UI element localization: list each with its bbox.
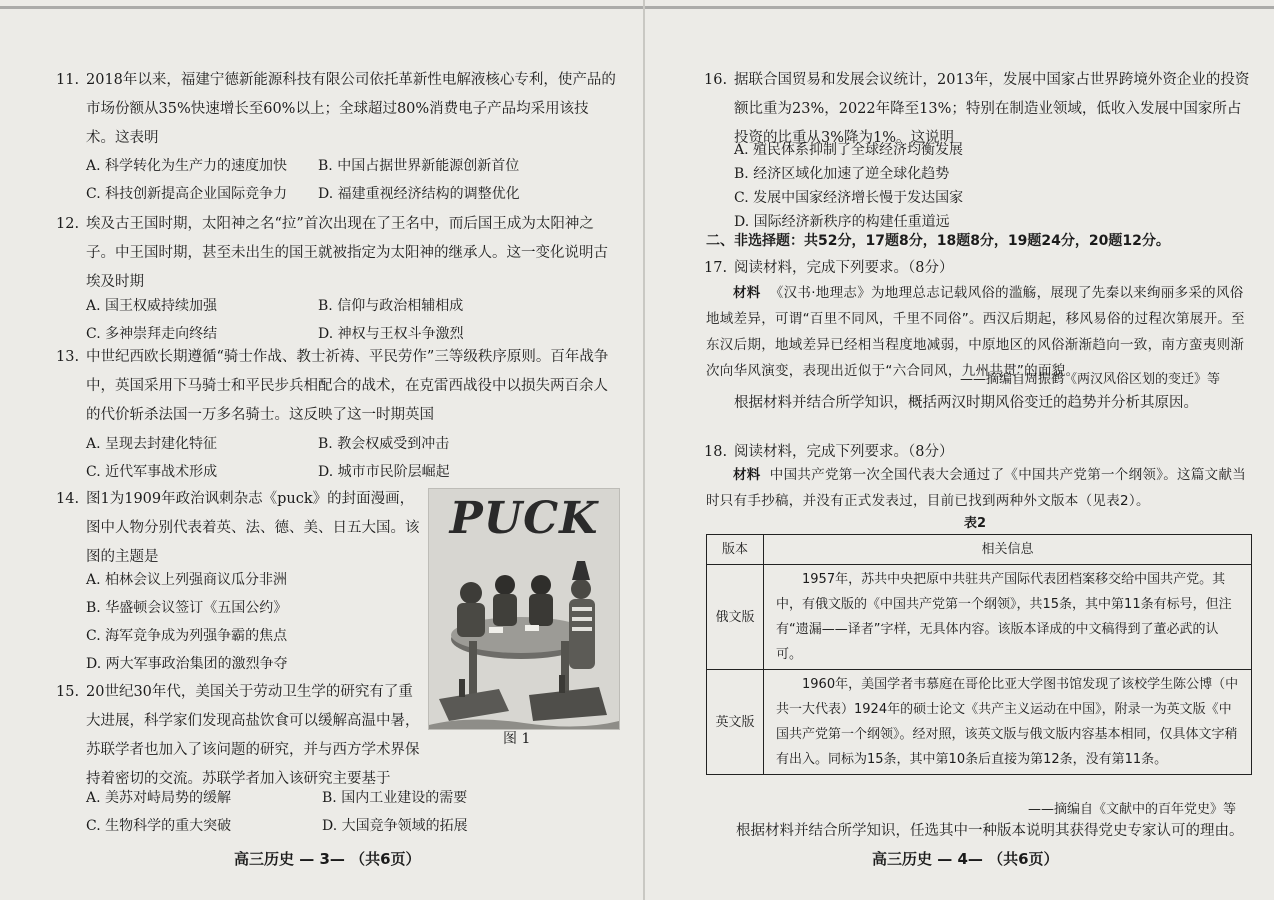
- table-header-version: 版本: [707, 535, 764, 565]
- page-footer: 高三历史 — 4— （共6页）: [872, 850, 1059, 868]
- option-a: A. 柏林会议上列强商议瓜分非洲: [86, 572, 288, 588]
- option-b: B. 经济区域化加速了逆全球化趋势: [734, 166, 950, 182]
- question-prompt: 根据材料并结合所学知识，任选其中一种版本说明其获得党史专家认可的理由。: [736, 823, 1244, 839]
- figure-caption: 图 1: [503, 731, 531, 747]
- option-d: D. 神权与王权斗争激烈: [318, 326, 464, 342]
- section-heading: 二、非选择题：共52分，17题8分，18题8分，19题24分，20题12分。: [706, 233, 1170, 249]
- option-d: D. 福建重视经济结构的调整优化: [318, 186, 520, 202]
- question-14: [56, 485, 420, 572]
- question-number: 15.: [56, 684, 80, 700]
- table-header-row: [707, 535, 1252, 565]
- option-b: B. 信仰与政治相辅相成: [318, 298, 464, 314]
- table-cell-info: 1960年，美国学者韦慕庭在哥伦比亚大学图书馆发现了该校学生陈公博（中共一大代表）1924年的硕士论文《共产主义运动在中国》，附录一为英文版《中国共产党第一个纲领》。经对照，该英文版与俄文版内容基本相同，仅具体文字稍有出入。同标为15条，其中第10条后直接为第12条，没有第11条。: [764, 670, 1252, 775]
- option-c: C. 生物科学的重大突破: [86, 818, 232, 834]
- option-b: B. 华盛顿会议签订《五国公约》: [86, 600, 288, 616]
- question-number: 17.: [704, 260, 728, 276]
- table-title: 表2: [964, 516, 987, 531]
- option-c: C. 多神崇拜走向终结: [86, 326, 218, 342]
- option-b: B. 教会权威受到冲击: [318, 436, 450, 452]
- material-18: [706, 462, 1256, 514]
- option-a: A. 国王权威持续加强: [86, 298, 218, 314]
- option-d: D. 城市市民阶层崛起: [318, 464, 450, 480]
- question-11: [56, 66, 616, 153]
- question-stem: 20世纪30年代，美国关于劳动卫生学的研究有了重大进展，科学家们发现高盐饮食可以缓解高温中暑，苏联学者也加入了该问题的研究，并与西方学术界保持着密切的交流。苏联学者加入该研究主要基于: [86, 684, 420, 787]
- option-c: C. 科技创新提高企业国际竞争力: [86, 186, 288, 202]
- option-a: A. 呈现去封建化特征: [86, 436, 218, 452]
- table-cell-info: 1957年，苏共中央把原中共驻共产国际代表团档案移交给中国共产党。其中，有俄文版的《中国共产党第一个纲领》，共15条，其中第11条有标号，但注有“遗漏——译者”字样，无具体内容。该版本译成的中文稿得到了董必武的认可。: [764, 565, 1252, 670]
- option-a: A. 科学转化为生产力的速度加快: [86, 158, 288, 174]
- material-source: ——摘编自周振鹤《两汉风俗区划的变迁》等: [960, 372, 1221, 387]
- page-4: [648, 0, 1274, 900]
- page-fold: [643, 0, 645, 900]
- cartoon-drawing-icon: [429, 489, 619, 729]
- question-stem: 据联合国贸易和发展会议统计，2013年，发展中国家占世界跨境外资企业的投资额比重为23%，2022年降至13%；特别在制造业领域，低收入发展中国家所占投资的比重从3%降为1%。这说明: [734, 72, 1250, 146]
- material-label: 材料: [733, 285, 761, 301]
- question-prompt: 根据材料并结合所学知识，概括两汉时期风俗变迁的趋势并分析其原因。: [734, 395, 1198, 411]
- page-footer: 高三历史 — 3— （共6页）: [234, 850, 421, 868]
- question-stem: 2018年以来，福建宁德新能源科技有限公司依托革新性电解液核心专利，使产品的市场份额从35%快速增长至60%以上；全球超过80%消费电子产品均采用该技术。这表明: [86, 72, 616, 146]
- question-number: 16.: [704, 72, 728, 88]
- option-a: A. 殖民体系抑制了全球经济均衡发展: [734, 142, 964, 158]
- material-label: 材料: [733, 467, 761, 483]
- puck-cover-illustration: [428, 488, 620, 730]
- question-number: 14.: [56, 491, 80, 507]
- puck-masthead: PUCK: [449, 493, 599, 544]
- question-stem: 阅读材料，完成下列要求。（8分）: [734, 444, 954, 460]
- question-stem: 埃及古王国时期，太阳神之名“拉”首次出现在了王名中，而后国王成为太阳神之子。中王国时期，甚至未出生的国王就被指定为太阳神的继承人。这一变化说明古埃及时期: [86, 216, 608, 290]
- table-header-info: 相关信息: [764, 535, 1252, 565]
- versions-table: [706, 534, 1252, 775]
- material-text: 《汉书·地理志》为地理总志记载风俗的滥觞，展现了先秦以来绚丽多采的风俗地域差异，可谓“百里不同风，千里不同俗”。西汉后期起，移风易俗的过程次第展开。至东汉后期，地域差异已经相当程度地减弱，中原地区的风俗渐渐趋向一致，南方蛮夷则渐次向华风演变，表现出近似于“六合同风，九州共贯”的面貌。: [706, 285, 1245, 379]
- question-stem: 阅读材料，完成下列要求。（8分）: [734, 260, 954, 276]
- question-number: 13.: [56, 349, 80, 365]
- question-stem: 中世纪西欧长期遵循“骑士作战、教士祈祷、平民劳作”三等级秩序原则。百年战争中，英国采用下马骑士和平民步兵相配合的战术，在克雷西战役中以损失两百余人的代价斩杀法国一万多名骑士。这反映了这一时期英国: [86, 349, 609, 423]
- option-c: C. 海军竞争成为列强争霸的焦点: [86, 628, 288, 644]
- question-number: 11.: [56, 72, 80, 88]
- question-17: [704, 254, 1254, 283]
- question-number: 18.: [704, 444, 728, 460]
- question-15: [56, 678, 422, 794]
- question-number: 12.: [56, 216, 80, 232]
- material-source: ——摘编自《文献中的百年党史》等: [1028, 802, 1237, 817]
- question-stem: 图1为1909年政治讽刺杂志《puck》的封面漫画，图中人物分别代表着英、法、德、美、日五大国。该图的主题是: [86, 491, 420, 565]
- table-row: [707, 565, 1252, 670]
- table-row: [707, 670, 1252, 775]
- question-13: [56, 343, 616, 430]
- question-12: [56, 210, 616, 297]
- material-text: 中国共产党第一次全国代表大会通过了《中国共产党第一个纲领》。这篇文献当时只有手抄稿，并没有正式发表过，目前已找到两种外文版本（见表2）。: [706, 467, 1247, 509]
- option-b: B. 中国占据世界新能源创新首位: [318, 158, 520, 174]
- table-cell-version: 俄文版: [707, 565, 764, 670]
- option-a: A. 美苏对峙局势的缓解: [86, 790, 232, 806]
- option-b: B. 国内工业建设的需要: [322, 790, 468, 806]
- table-cell-version: 英文版: [707, 670, 764, 775]
- option-c: C. 近代军事战术形成: [86, 464, 218, 480]
- option-c: C. 发展中国家经济增长慢于发达国家: [734, 190, 964, 206]
- option-d: D. 国际经济新秩序的构建任重道远: [734, 214, 950, 230]
- option-d: D. 两大军事政治集团的激烈争夺: [86, 656, 288, 672]
- option-d: D. 大国竞争领域的拓展: [322, 818, 468, 834]
